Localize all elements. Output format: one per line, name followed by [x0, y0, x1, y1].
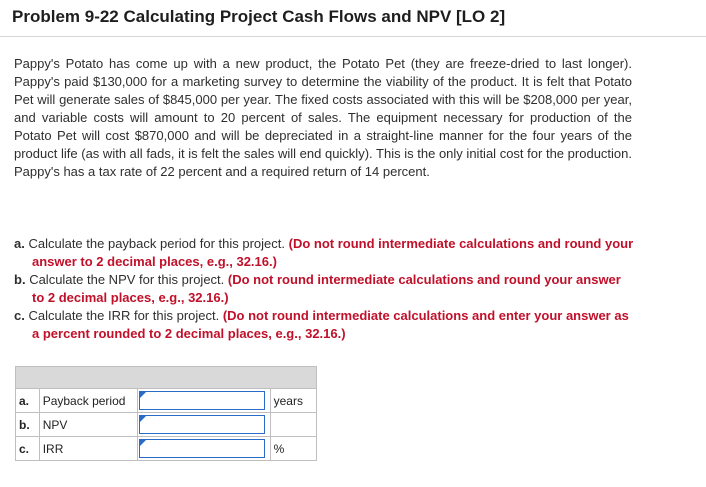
row-unit: %	[270, 437, 316, 461]
question-instruction: (Do not round intermediate calculations and round your answer to 2 decimal places, e.g., 32.16.)	[32, 272, 621, 305]
answer-table	[15, 366, 317, 461]
payback-input-cell	[137, 389, 270, 413]
question-list	[14, 235, 634, 343]
question-b	[14, 271, 634, 307]
question-text: Calculate the NPV for this project.	[29, 272, 225, 287]
question-a	[14, 235, 634, 271]
question-letter: b.	[14, 272, 26, 287]
input-flag-icon	[140, 416, 146, 422]
npv-input[interactable]	[140, 416, 264, 433]
row-unit: years	[270, 389, 316, 413]
question-letter: c.	[14, 308, 25, 323]
row-label: IRR	[39, 437, 137, 461]
irr-input[interactable]	[140, 440, 264, 457]
row-letter: b.	[16, 413, 40, 437]
question-letter: a.	[14, 236, 25, 251]
answer-row-npv	[16, 413, 317, 437]
answer-row-irr	[16, 437, 317, 461]
answer-table-header	[16, 367, 317, 389]
input-flag-icon	[140, 440, 146, 446]
payback-period-input-box[interactable]	[139, 391, 265, 410]
row-letter: c.	[16, 437, 40, 461]
row-letter: a.	[16, 389, 40, 413]
title-divider	[0, 36, 706, 37]
question-instruction: (Do not round intermediate calculations and round your answer to 2 decimal places, e.g., 32.16.)	[32, 236, 634, 269]
npv-input-cell	[137, 413, 270, 437]
question-text: Calculate the payback period for this project.	[28, 236, 285, 251]
row-label: Payback period	[39, 389, 137, 413]
irr-input-cell	[137, 437, 270, 461]
row-label: NPV	[39, 413, 137, 437]
npv-input-box[interactable]	[139, 415, 265, 434]
problem-title: Problem 9-22 Calculating Project Cash Flows and NPV [LO 2]	[12, 7, 506, 26]
answer-row-payback	[16, 389, 317, 413]
answer-table-header-cell	[16, 367, 317, 389]
input-flag-icon	[140, 392, 146, 398]
question-c	[14, 307, 634, 343]
question-instruction: (Do not round intermediate calculations and enter your answer as a percent rounded to 2 decimal places, e.g., 32.16.)	[32, 308, 629, 341]
question-text: Calculate the IRR for this project.	[28, 308, 220, 323]
problem-statement: Pappy's Potato has come up with a new product, the Potato Pet (they are freeze-dried to last longer). Pappy's paid $130,000 for a marketing survey to determine the viability of the product. It is felt that Potato Pet will generate sales of $845,000 per year. The fixed costs associated with this will be $208,000 per year, and variable costs will amount to 20 percent of sales. The equipment necessary for production of the Potato Pet will cost $870,000 and will be depreciated in a straight-line manner for the four years of the product life (as with all fads, it is felt the sales will end quickly). This is the only initial cost for the production. Pappy's has a tax rate of 22 percent and a required return of 14 percent.	[14, 56, 632, 179]
irr-input-box[interactable]	[139, 439, 265, 458]
row-unit	[270, 413, 316, 437]
payback-period-input[interactable]	[140, 392, 264, 409]
